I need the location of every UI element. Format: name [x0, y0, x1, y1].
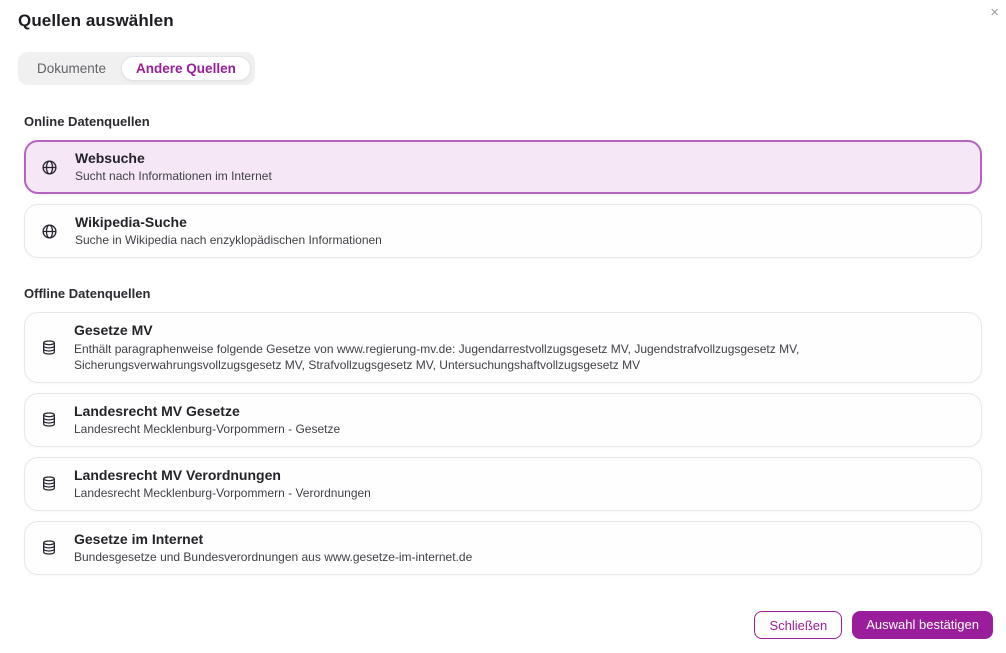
source-card-gesetze-mv[interactable]	[24, 312, 982, 383]
confirm-selection-button[interactable]: Auswahl bestätigen	[852, 611, 993, 639]
source-title: Gesetze MV	[74, 322, 153, 339]
source-title: Landesrecht MV Verordnungen	[74, 466, 281, 483]
source-description: Sucht nach Informationen im Internet	[75, 169, 272, 184]
source-description: Bundesgesetze und Bundesverordnungen aus www.gesetze-im-internet.de	[74, 550, 473, 565]
source-card-text	[74, 402, 340, 438]
source-title: Websuche	[75, 150, 145, 166]
sources-list	[0, 85, 1006, 585]
tab-dokumente[interactable]: Dokumente	[37, 61, 107, 76]
source-title: Wikipedia-Suche	[75, 214, 187, 231]
source-card-wikipedia-suche[interactable]	[24, 204, 982, 258]
database-icon	[41, 339, 57, 356]
source-card-text	[74, 466, 371, 502]
close-icon[interactable]: ×	[986, 1, 1003, 24]
source-title: Landesrecht MV Gesetze	[74, 402, 240, 419]
source-card-text	[75, 213, 382, 249]
globe-icon	[41, 159, 58, 176]
source-description: Enthält paragraphenweise folgende Gesetze von www.regierung-mv.de: Jugendarrestvollzugsgesetz MV, Jugendstrafvollzugsgesetz MV, Sicherungsverwahrungsvollzugsgesetz MV, Strafvollzugsgesetz MV, Untersuchungshaftvollzugsgesetz MV	[74, 341, 800, 373]
dialog-title: Quellen auswählen	[18, 11, 174, 30]
globe-icon	[41, 223, 58, 240]
tab-andere-quellen[interactable]: Andere Quellen	[121, 56, 251, 81]
close-button[interactable]: Schließen	[754, 611, 842, 639]
source-card-landesrecht-mv-verordnungen[interactable]	[24, 457, 982, 511]
source-card-text	[74, 321, 965, 374]
section-heading-online-datenquellen: Online Datenquellen	[24, 114, 150, 129]
section-heading-offline-datenquellen: Offline Datenquellen	[24, 286, 151, 302]
source-description: Landesrecht Mecklenburg-Vorpommern - Verordnungen	[74, 486, 371, 501]
source-card-landesrecht-mv-gesetze[interactable]	[24, 393, 982, 447]
source-card-websuche[interactable]	[24, 140, 982, 194]
source-card-text	[74, 530, 472, 566]
source-description: Landesrecht Mecklenburg-Vorpommern - Gesetze	[74, 422, 341, 437]
dialog-footer	[0, 611, 1006, 653]
source-card-text	[75, 149, 272, 185]
tab-bar	[18, 52, 255, 85]
source-card-gesetze-im-internet[interactable]	[24, 521, 982, 575]
database-icon	[41, 475, 57, 492]
source-description: Suche in Wikipedia nach enzyklopädischen Informationen	[75, 233, 382, 248]
database-icon	[41, 411, 57, 428]
source-title: Gesetze im Internet	[74, 530, 204, 547]
database-icon	[41, 539, 57, 556]
